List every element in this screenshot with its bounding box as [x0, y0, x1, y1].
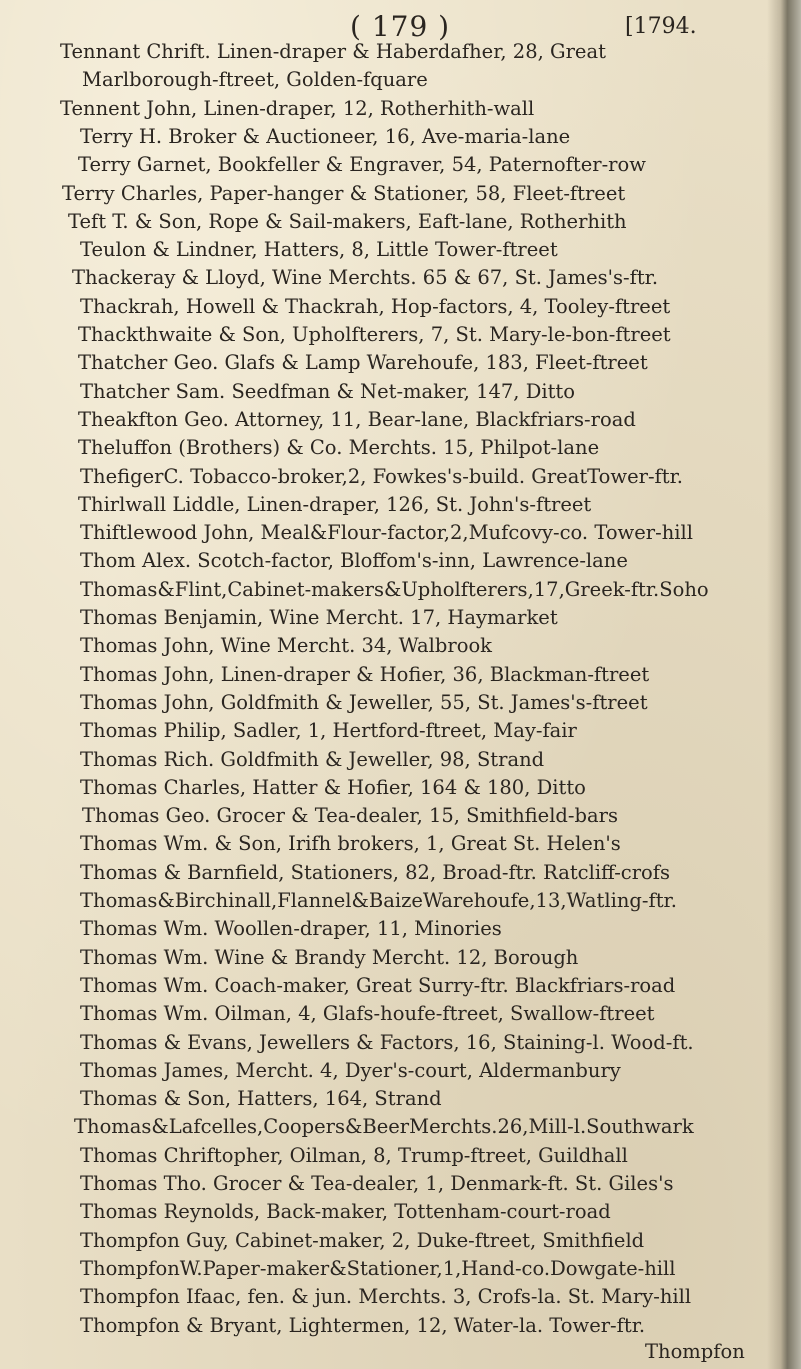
directory-entry: Thompfon Guy, Cabinet-maker, 2, Duke-ftreet, Smithfield	[80, 1229, 645, 1252]
directory-entry: Thomas John, Goldfmith & Jeweller, 55, St. James's-ftreet	[80, 691, 648, 714]
directory-entry: Terry Charles, Paper-hanger & Stationer, 58, Fleet-ftreet	[62, 182, 626, 205]
directory-entry: Terry Garnet, Bookfeller & Engraver, 54, Paternofter-row	[78, 153, 646, 176]
directory-entry: Thiftlewood John, Meal&Flour-factor,2,Mufcovy-co. Tower-hill	[80, 521, 693, 544]
directory-entry: Thompfon & Bryant, Lightermen, 12, Water-la. Tower-ftr.	[80, 1314, 646, 1337]
directory-entry: Thomas Wm. Woollen-draper, 11, Minories	[80, 917, 502, 940]
directory-entry: Thomas John, Wine Mercht. 34, Walbrook	[80, 634, 492, 657]
directory-entry: Thomas Wm. Oilman, 4, Glafs-houfe-ftreet, Swallow-ftreet	[80, 1002, 655, 1025]
directory-entry: Thomas & Evans, Jewellers & Factors, 16, Staining-l. Wood-ft.	[80, 1031, 694, 1054]
directory-entry: Thomas Benjamin, Wine Mercht. 17, Haymarket	[80, 606, 558, 629]
directory-entry: Thatcher Sam. Seedfman & Net-maker, 147, Ditto	[80, 380, 575, 403]
directory-entry: Tennant Chrift. Linen-draper & Haberdafher, 28, Great	[60, 40, 606, 63]
directory-entry: Thomas James, Mercht. 4, Dyer's-court, Aldermanbury	[80, 1059, 621, 1082]
directory-entry: Thomas Wm. Wine & Brandy Mercht. 12, Borough	[80, 946, 579, 969]
directory-entry: Theluffon (Brothers) & Co. Merchts. 15, Philpot-lane	[78, 436, 600, 459]
directory-entry: Thackeray & Lloyd, Wine Merchts. 65 & 67, St. James's-ftr.	[72, 266, 659, 289]
directory-entry: Thirlwall Liddle, Linen-draper, 126, St. John's-ftreet	[78, 493, 592, 516]
catchword: Thompfon	[645, 1340, 745, 1363]
directory-entry: Thatcher Geo. Glafs & Lamp Warehoufe, 183, Fleet-ftreet	[78, 351, 648, 374]
directory-entry: Thomas John, Linen-draper & Hofier, 36, Blackman-ftreet	[80, 663, 650, 686]
directory-entry: Thompfon Ifaac, fen. & jun. Merchts. 3, Crofs-la. St. Mary-hill	[80, 1285, 692, 1308]
directory-entry: Thomas Charles, Hatter & Hofier, 164 & 180, Ditto	[80, 776, 586, 799]
directory-entry: Thomas Wm. Coach-maker, Great Surry-ftr. Blackfriars-road	[80, 974, 676, 997]
page-header	[0, 6, 740, 44]
book-binding-edge	[767, 0, 801, 1369]
directory-entry: ThompfonW.Paper-maker&Stationer,1,Hand-co.Dowgate-hill	[80, 1257, 676, 1280]
directory-entry: Marlborough-ftreet, Golden-fquare	[82, 68, 428, 91]
page-number: ( 179 )	[350, 10, 451, 43]
directory-entry: Teulon & Lindner, Hatters, 8, Little Tower-ftreet	[80, 238, 558, 261]
directory-entry: Thomas Wm. & Son, Irifh brokers, 1, Great St. Helen's	[80, 832, 621, 855]
directory-entry: Thomas Tho. Grocer & Tea-dealer, 1, Denmark-ft. St. Giles's	[80, 1172, 674, 1195]
directory-entry: Thomas&Flint,Cabinet-makers&Upholfterers,17,Greek-ftr.Soho	[80, 578, 709, 601]
directory-entry: Thomas Reynolds, Back-maker, Tottenham-court-road	[80, 1200, 611, 1223]
directory-entry: Thomas&Birchinall,Flannel&BaizeWarehoufe,13,Watling-ftr.	[80, 889, 677, 912]
directory-entry: Terry H. Broker & Auctioneer, 16, Ave-maria-lane	[80, 125, 571, 148]
directory-entry: Thomas Geo. Grocer & Tea-dealer, 15, Smithfield-bars	[82, 804, 618, 827]
directory-entry: Thom Alex. Scotch-factor, Bloffom's-inn, Lawrence-lane	[80, 549, 628, 572]
directory-entry: Thomas & Son, Hatters, 164, Strand	[80, 1087, 442, 1110]
directory-entry: Thomas & Barnfield, Stationers, 82, Broad-ftr. Ratcliff-crofs	[80, 861, 671, 884]
directory-entry: Thomas&Lafcelles,Coopers&BeerMerchts.26,Mill-l.Southwark	[74, 1115, 694, 1138]
directory-entry: ThefigerC. Tobacco-broker,2, Fowkes's-build. GreatTower-ftr.	[80, 465, 683, 488]
directory-entry: Tennent John, Linen-draper, 12, Rotherhith-wall	[60, 97, 535, 120]
directory-entry: Theakfton Geo. Attorney, 11, Bear-lane, Blackfriars-road	[78, 408, 636, 431]
directory-entry: Teft T. & Son, Rope & Sail-makers, Eaft-lane, Rotherhith	[68, 210, 627, 233]
directory-entry: Thomas Chriftopher, Oilman, 8, Trump-ftreet, Guildhall	[80, 1144, 628, 1167]
directory-entry: Thomas Philip, Sadler, 1, Hertford-ftreet, May-fair	[80, 719, 577, 742]
directory-entry: Thackthwaite & Son, Upholfterers, 7, St. Mary-le-bon-ftreet	[78, 323, 671, 346]
running-head-year: [1794.	[625, 14, 697, 39]
directory-entry: Thackrah, Howell & Thackrah, Hop-factors, 4, Tooley-ftreet	[80, 295, 671, 318]
directory-entry: Thomas Rich. Goldfmith & Jeweller, 98, Strand	[80, 748, 545, 771]
